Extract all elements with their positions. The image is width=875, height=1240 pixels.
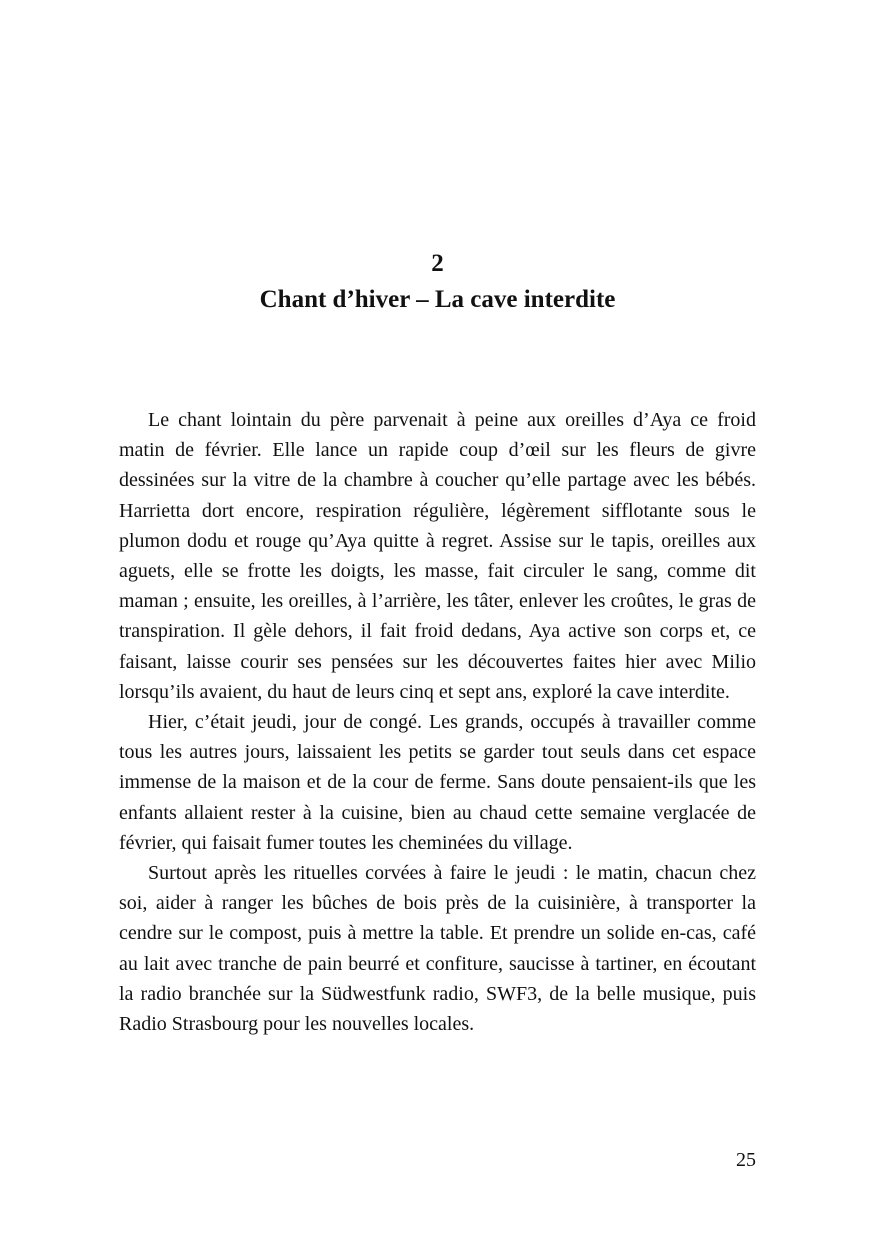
page-number: 25 [736,1149,756,1171]
chapter-number: 2 [431,250,444,277]
paragraph: Hier, c’était jeudi, jour de congé. Les grands, occupés à travailler comme tous les autres jours, laissaient les petits se garder tout seuls dans cet espace immense de la maison et de la cour de ferme. Sans doute pensaient-ils que les enfants allaient rester à la cuisine, bien au chaud cette semaine verglacée de février, qui faisait fumer toutes les cheminées du village. [119,711,756,854]
paragraph: Le chant lointain du père parvenait à peine aux oreilles d’Aya ce froid matin de février. Elle lance un rapide coup d’œil sur les fleurs de givre dessinées sur la vitre de la chambre à coucher qu’elle partage avec les bébés. Harrietta dort encore, respiration régulière, légèrement sifflotante sous le plumon dodu et rouge qu’Aya quitte à regret. Assise sur le tapis, oreilles aux aguets, elle se frotte les doigts, les masse, fait circuler le sang, comme dit maman ; ensuite, les oreilles, à l’arrière, les tâter, enlever les croûtes, le gras de transpiration. Il gèle dehors, il fait froid dedans, Aya active son corps et, ce faisant, laisse courir ses pensées sur les découvertes faites hier avec Milio lorsqu’ils avaient, du haut de leurs cinq et sept ans, exploré la cave interdite. [119,409,756,703]
chapter-title: Chant d’hiver – La cave interdite [259,286,616,313]
chapter-body [119,405,756,1039]
paragraph: Surtout après les rituelles corvées à faire le jeudi : le matin, chacun chez soi, aider à ranger les bûches de bois près de la cuisinière, à transporter la cendre sur le compost, puis à mettre la table. Et prendre un solide en-cas, café au lait avec tranche de pain beurré et confiture, saucisse à tartiner, en écoutant la radio branchée sur la Südwestfunk radio, SWF3, de la belle musique, puis Radio Strasbourg pour les nouvelles locales. [119,862,756,1036]
